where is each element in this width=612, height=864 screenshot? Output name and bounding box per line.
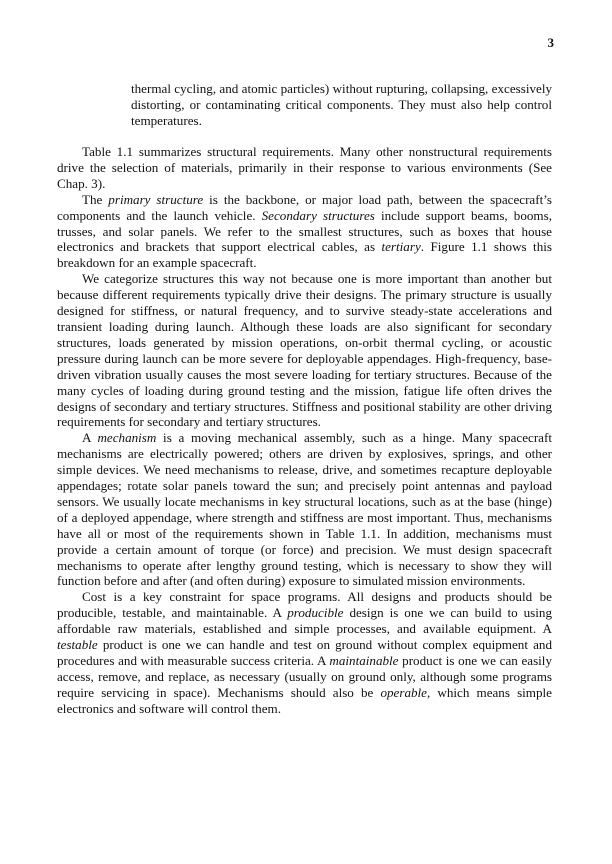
- italic-term: operable: [380, 684, 427, 700]
- text-run: We categorize structures this way not because one is more important than another but because different requirements typically drive their designs. The primary structure is usually designed for stiffness, or natural frequency, and to survive steady-state accelerations and transient loading during launch. Although these loads are also significant for secondary structures, loads generated by mission operations, on-orbit thermal cycling, or acoustic pressure during launch can be more severe for deployable appendages. High-frequency, base-driven vibration usually causes the most severe loading for tertiary structures. Because of the many cycles of loading during ground testing and the mission, fatigue life often drives the designs of secondary and tertiary structures. Stiffness and positional stability are other driving requirements for secondary and tertiary structures.: [57, 271, 552, 430]
- italic-term: Secondary structures: [261, 207, 375, 223]
- italic-term: maintainable: [329, 653, 399, 668]
- paragraph-table-summary: [57, 144, 552, 192]
- text-run: product is one we can easily access, remove, and replace, as necessary (usually on ground only, although some programs require servicing in space). Mechanisms should also be: [57, 653, 552, 700]
- continuation-paragraph: thermal cycling, and atomic particles) without rupturing, collapsing, excessively distorting, or contaminating critical components. They must also help control temperatures.: [131, 81, 552, 128]
- page-number: 3: [547, 35, 554, 50]
- paragraph-cost: [57, 589, 552, 716]
- paragraph-categorize-structures: [57, 271, 552, 430]
- italic-term: primary structure: [108, 191, 204, 207]
- text-run: product is one we can handle and test on ground without complex equipment and procedures and with measurable success criteria. A: [57, 637, 552, 668]
- paragraph-mechanism: [57, 430, 552, 589]
- text-run: include support beams, booms, trusses, and solar panels. We refer to the smallest structures, such as boxes that house electronics and brackets that support electrical cables, as: [57, 207, 552, 255]
- italic-term: testable: [57, 637, 98, 653]
- text-run: A: [82, 430, 98, 446]
- paragraph-primary-structure: [57, 192, 552, 272]
- italic-term: producible: [287, 605, 344, 621]
- italic-term: mechanism: [97, 430, 157, 446]
- text-run: Table 1.1 summarizes structural requirements. Many other nonstructural requirements drive the selection of materials, primarily in their response to various environments (See Chap. 3).: [57, 144, 552, 191]
- text-run: . Figure 1.1 shows this breakdown for an example spacecraft.: [57, 239, 552, 271]
- text-run: , which means simple electronics and software will control them.: [57, 684, 552, 716]
- body-text: [57, 144, 552, 717]
- italic-term: tertiary: [381, 239, 421, 255]
- text-run: is the backbone, or major load path, between the spacecraft’s components and the launch vehicle.: [57, 191, 552, 223]
- indented-continuation-block: [131, 81, 552, 129]
- text-run: is a moving mechanical assembly, such as a hinge. Many spacecraft mechanisms are electrically powered; others are driven by explosives, springs, and other simple devices. We need mechanisms to release, drive, and sometimes recapture deployable appendages; rotate solar panels toward the sun; and precisely point antennas and payload sensors. We usually locate mechanisms in key structural locations, such as at the base (hinge) of a deployed appendage, where strength and stiffness are most important. Thus, mechanisms have all or most of the requirements shown in Table 1.1. In addition, mechanisms must provide a certain amount of torque (or force) and precision. We must design spacecraft mechanisms to operate after lengthy ground testing, which is necessary to show they will function before and after (and often during) exposure to simulated mission environments.: [57, 430, 552, 589]
- text-run: The: [82, 191, 109, 207]
- text-run: Cost is a key constraint for space programs. All designs and products should be producible, testable, and maintainable. A: [57, 589, 552, 621]
- text-run: design is one we can build to using affordable raw materials, established and simple processes, and available equipment. A: [57, 605, 552, 637]
